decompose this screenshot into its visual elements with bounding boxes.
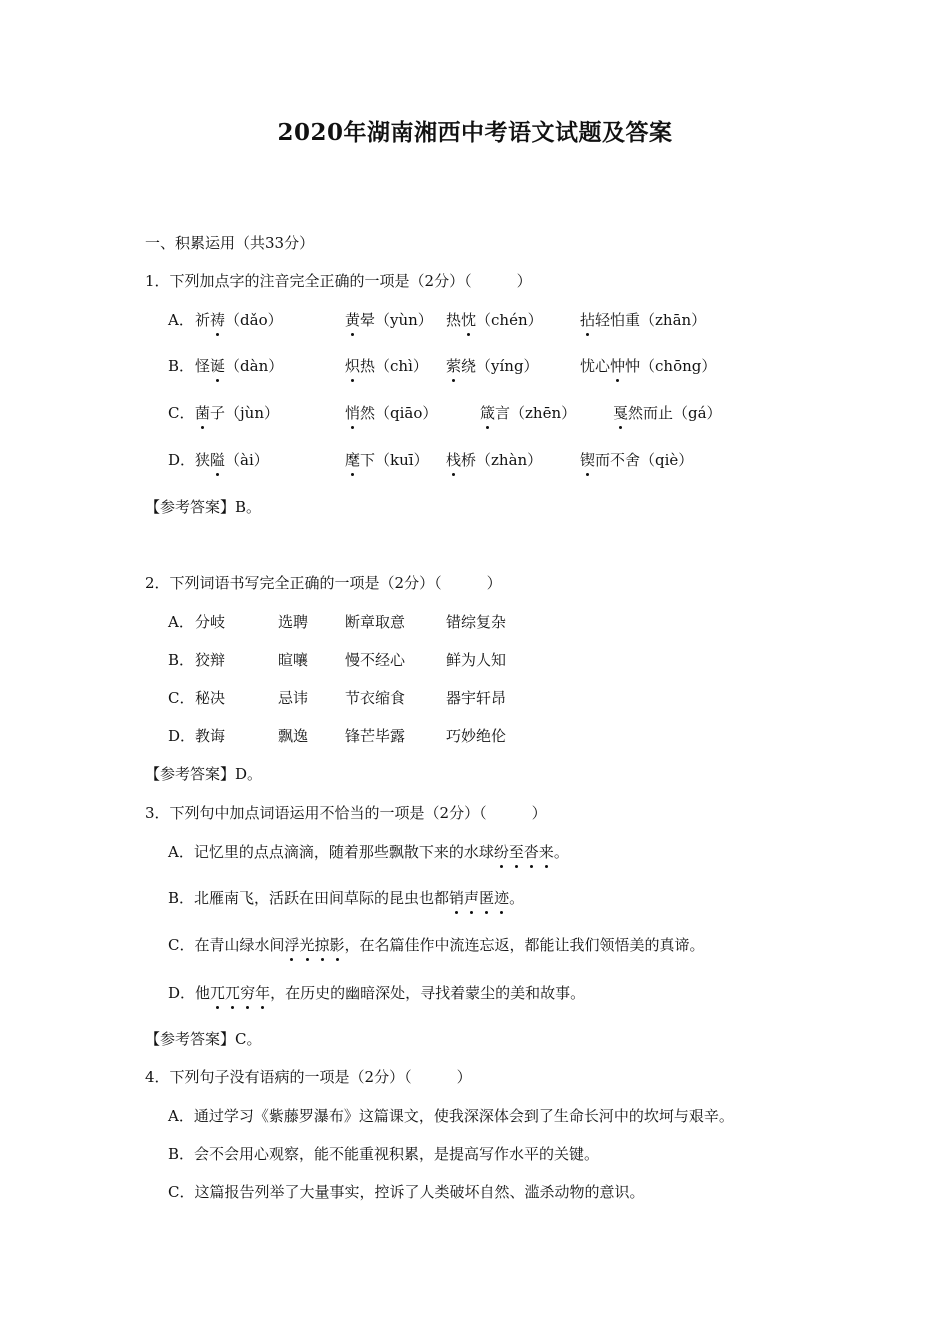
- q1-option-c-word-4: 戛然而止（gá）: [613, 404, 722, 422]
- emphasis-char: 浮: [284, 936, 300, 954]
- q1-option-b-word-4: 忧心忡忡（chōng）: [580, 357, 717, 375]
- emphasis-char: 来: [538, 843, 554, 861]
- q2-option-b-word-1: 狡辩: [195, 651, 226, 669]
- q3-option-c-marked-phrase: [284, 936, 344, 954]
- q1-option-c-word-1: 菌子（jùn）: [195, 404, 279, 422]
- emphasis-char: 匿: [479, 889, 495, 907]
- q2-option-a-word-2: 选聘: [278, 613, 309, 631]
- q3-option-b: B．北雁南飞，活跃在田间草际的昆虫也都销声匿迹。: [168, 889, 525, 907]
- section-heading: 一、积累运用（共33分）: [145, 234, 315, 252]
- q1-option-b-letter: B．: [168, 357, 195, 375]
- q1-option-d-word-2: 麾下（kuī）: [345, 451, 429, 469]
- q2-option-b-word-4: 鲜为人知: [446, 651, 507, 669]
- q2-option-a-word-4: 错综复杂: [446, 613, 507, 631]
- q3-option-a: A．记忆里的点点滴滴，随着那些飘散下来的水球纷至沓来。: [168, 843, 569, 861]
- emphasis-char: 纷: [493, 843, 509, 861]
- q1-option-a-word-1: 祈祷（dǎo）: [195, 311, 283, 329]
- q2-option-d-word-1: 教诲: [195, 727, 226, 745]
- emphasis-char: 影: [329, 936, 345, 954]
- q1-option-c-word-3: 箴言（zhēn）: [480, 404, 577, 422]
- question-3-answer: 【参考答案】C。: [145, 1030, 262, 1048]
- q1-option-a-word-4: 拈轻怕重（zhān）: [580, 311, 707, 329]
- q1-option-c-word-2: 悄然（qiāo）: [345, 404, 438, 422]
- emphasis-char: 兀: [210, 984, 226, 1002]
- q2-option-d-letter: D．: [168, 727, 196, 745]
- emphasis-char: 沓: [523, 843, 539, 861]
- q3-option-c: C．在青山绿水间浮光掠影，在名篇佳作中流连忘返，都能让我们领悟美的真谛。: [168, 936, 705, 954]
- q2-option-d-word-4: 巧妙绝伦: [446, 727, 507, 745]
- q1-option-d-word-4: 锲而不舍（qiè）: [580, 451, 694, 469]
- q1-option-b-word-2: 炽热（chì）: [345, 357, 428, 375]
- emphasis-char: 销: [449, 889, 465, 907]
- emphasis-char: 迹: [494, 889, 510, 907]
- q2-option-a-letter: A．: [168, 613, 194, 631]
- q3-option-a-marked-phrase: [494, 843, 554, 861]
- q2-option-c-word-4: 器宇轩昂: [446, 689, 507, 707]
- emphasis-char: 兀: [225, 984, 241, 1002]
- emphasis-char: 至: [508, 843, 524, 861]
- page-title: 2020年湖南湘西中考语文试题及答案: [277, 119, 673, 146]
- question-2-answer: 【参考答案】D。: [145, 765, 263, 783]
- q2-option-d-word-2: 飘逸: [278, 727, 309, 745]
- emphasis-char: 穷: [240, 984, 256, 1002]
- q2-option-a-word-1: 分岐: [195, 613, 226, 631]
- question-3-stem: 3．下列句中加点词语运用不恰当的一项是（2分）（ ）: [145, 804, 547, 822]
- q4-option-b: B．会不会用心观察，能不能重视积累，是提高写作水平的关键。: [168, 1145, 600, 1163]
- q2-option-c-letter: C．: [168, 689, 195, 707]
- q2-option-b-word-2: 暄嚷: [278, 651, 309, 669]
- question-2-stem: 2．下列词语书写完全正确的一项是（2分）（ ）: [145, 574, 502, 592]
- question-4-stem: 4．下列句子没有语病的一项是（2分）（ ）: [145, 1068, 472, 1086]
- q2-option-a-word-3: 断章取意: [345, 613, 406, 631]
- q4-option-c: C．这篇报告列举了大量事实，控诉了人类破坏自然、滥杀动物的意识。: [168, 1183, 645, 1201]
- emphasis-char: 年: [255, 984, 271, 1002]
- question-1-answer: 【参考答案】B。: [145, 498, 262, 516]
- q1-option-b-word-3: 萦绕（yíng）: [446, 357, 539, 375]
- q2-option-c-word-2: 忌讳: [278, 689, 309, 707]
- q3-option-b-marked-phrase: [449, 889, 509, 907]
- q1-option-d-letter: D．: [168, 451, 196, 469]
- q2-option-b-letter: B．: [168, 651, 195, 669]
- emphasis-char: 光: [299, 936, 315, 954]
- q3-option-d: D．他兀兀穷年，在历史的幽暗深处，寻找着蒙尘的美和故事。: [168, 984, 586, 1002]
- q1-option-b-word-1: 怪诞（dàn）: [195, 357, 284, 375]
- q3-option-d-marked-phrase: [210, 984, 270, 1002]
- q4-option-a: A．通过学习《紫藤罗瀑布》这篇课文，使我深深体会到了生命长河中的坎坷与艰辛。: [168, 1107, 734, 1125]
- q1-option-a-word-2: 黄晕（yùn）: [345, 311, 433, 329]
- q1-option-a-letter: A．: [168, 311, 194, 329]
- emphasis-char: 掠: [314, 936, 330, 954]
- question-1-stem: 1．下列加点字的注音完全正确的一项是（2分）（ ）: [145, 272, 532, 290]
- q2-option-b-word-3: 慢不经心: [345, 651, 406, 669]
- q1-option-d-word-3: 栈桥（zhàn）: [446, 451, 543, 469]
- q2-option-c-word-1: 秘决: [195, 689, 226, 707]
- q2-option-d-word-3: 锋芒毕露: [345, 727, 406, 745]
- q1-option-d-word-1: 狭隘（ài）: [195, 451, 269, 469]
- q1-option-c-letter: C．: [168, 404, 195, 422]
- emphasis-char: 声: [464, 889, 480, 907]
- q2-option-c-word-3: 节衣缩食: [345, 689, 406, 707]
- q1-option-a-word-3: 热忱（chén）: [446, 311, 543, 329]
